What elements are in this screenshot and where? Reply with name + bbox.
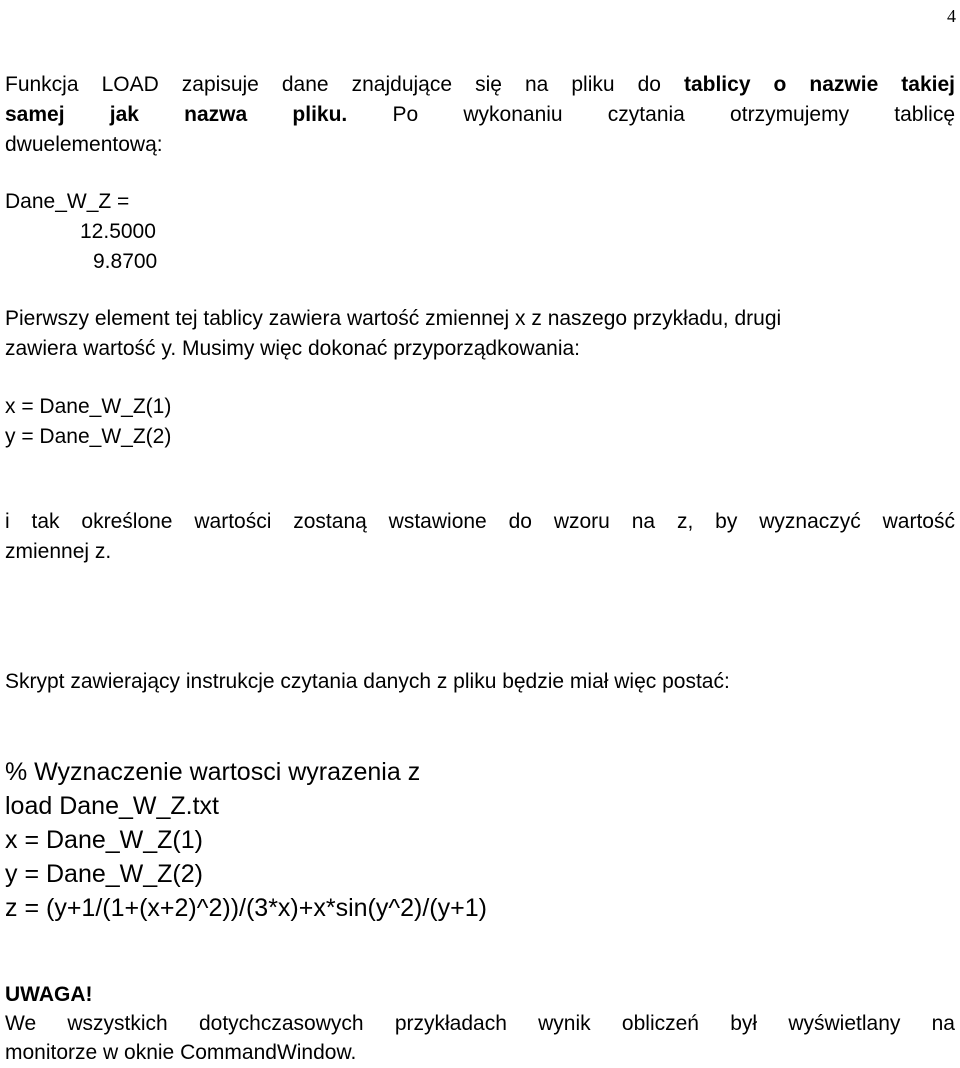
note-line-1: We wszystkich dotychczasowych przykładach wynik obliczeń był wyświetlany na bbox=[5, 1012, 955, 1035]
note-line-2: monitorze w oknie CommandWindow. bbox=[5, 1041, 357, 1064]
intro-line-1 bbox=[5, 70, 955, 100]
result-line-2: zmiennej z. bbox=[5, 540, 112, 563]
intro-line-2-text: Po wykonaniu czytania otrzymujemy tablicę bbox=[347, 103, 955, 126]
script-z-line: z = (y+1/(1+(x+2)^2))/(3*x)+x*sin(y^2)/(y+1) bbox=[5, 894, 487, 922]
intro-line-2-bold: samej jak nazwa pliku. bbox=[5, 103, 348, 126]
array-name: Dane_W_Z = bbox=[5, 190, 130, 213]
script-comment-line: % Wyznaczenie wartosci wyrazenia z bbox=[5, 758, 421, 786]
intro-line-3: dwuelementową: bbox=[5, 133, 163, 156]
array-value-2: 9.8700 bbox=[93, 250, 158, 273]
script-load-line: load Dane_W_Z.txt bbox=[5, 792, 219, 820]
assignment-x: x = Dane_W_Z(1) bbox=[5, 395, 172, 418]
intro-line-1-text: Funkcja LOAD zapisuje dane znajdujące się na pliku do bbox=[5, 73, 684, 96]
explanation-line-2: zawiera wartość y. Musimy więc dokonać przyporządkowania: bbox=[5, 337, 580, 360]
intro-line-2 bbox=[5, 100, 955, 130]
result-line-1: i tak określone wartości zostaną wstawione do wzoru na z, by wyznaczyć wartość bbox=[5, 510, 955, 533]
explanation-line-1: Pierwszy element tej tablicy zawiera wartość zmiennej x z naszego przykładu, drugi bbox=[5, 307, 782, 330]
script-x-line: x = Dane_W_Z(1) bbox=[5, 826, 203, 854]
page-number: 4 bbox=[947, 6, 956, 26]
assignment-y: y = Dane_W_Z(2) bbox=[5, 425, 172, 448]
intro-line-1-bold: tablicy o nazwie takiej bbox=[683, 73, 955, 96]
array-value-1: 12.5000 bbox=[80, 220, 156, 243]
note-heading: UWAGA! bbox=[5, 983, 93, 1006]
script-intro: Skrypt zawierający instrukcje czytania danych z pliku będzie miał więc postać: bbox=[5, 670, 730, 693]
script-y-line: y = Dane_W_Z(2) bbox=[5, 860, 203, 888]
